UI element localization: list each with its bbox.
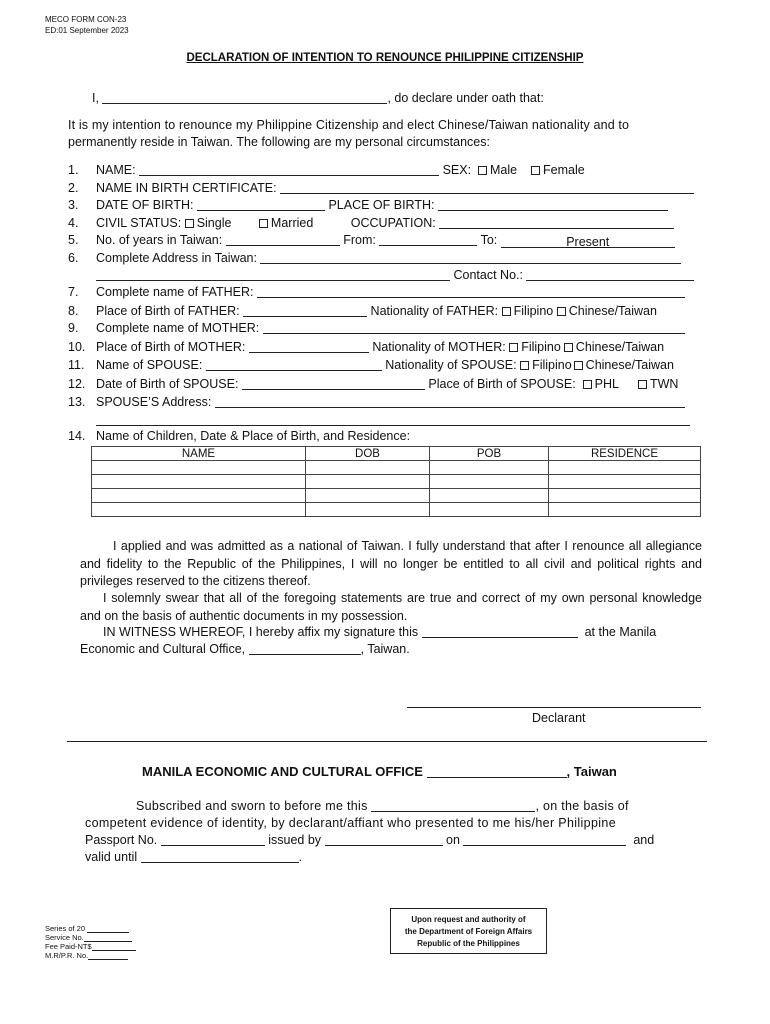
jurat-text-e: issued by	[268, 833, 322, 847]
to-field[interactable]	[501, 235, 675, 248]
valid-until-field[interactable]	[141, 850, 299, 863]
address-line-2	[96, 268, 694, 282]
column-header: DOB	[306, 447, 430, 461]
civil-status-label: CIVIL STATUS:	[96, 216, 182, 230]
spouse-phl-checkbox[interactable]	[583, 380, 592, 389]
spouse-filipino-checkbox[interactable]	[520, 361, 529, 370]
birth-cert-name-field[interactable]	[280, 181, 694, 194]
declarant-signature-line[interactable]	[407, 707, 701, 708]
occupation-label: OCCUPATION:	[350, 216, 436, 230]
stamp-line-3: Republic of the Philippines	[417, 939, 520, 948]
jurat-text-a: Subscribed and sworn to before me this	[136, 799, 368, 813]
service-field[interactable]	[84, 934, 132, 942]
stamp-line-2: the Department of Foreign Affairs	[404, 927, 533, 936]
spouse-address-label: SPOUSE’S Address:	[96, 395, 212, 409]
father-pob-field[interactable]	[243, 304, 367, 317]
sex-label: SEX:	[442, 163, 472, 177]
jurat-text-i: .	[298, 850, 303, 864]
item-number: 12.	[68, 377, 86, 391]
name-label: NAME:	[96, 163, 136, 177]
address-taiwan-label: Complete Address in Taiwan:	[96, 251, 257, 265]
item-number: 5.	[68, 233, 79, 247]
mr-field[interactable]	[88, 952, 128, 960]
item-number: 1.	[68, 163, 79, 177]
filipino-label: Filipino	[532, 358, 572, 372]
spouse-name-label: Name of SPOUSE:	[96, 358, 203, 372]
jurat-text-d: Passport No.	[85, 833, 158, 847]
spouse-nat-label: Nationality of SPOUSE:	[385, 358, 517, 372]
statement-paragraph-2: I solemnly swear that all of the foregoing statements are true and correct of my own personal knowledge and on the basis of authentic documents in my possession.	[80, 591, 702, 623]
office-name: MANILA ECONOMIC AND CULTURAL OFFICE	[142, 764, 423, 779]
contact-field[interactable]	[526, 268, 694, 281]
item-number: 14.	[68, 429, 86, 443]
witness-text-a: IN WITNESS WHEREOF, I hereby affix my signature this	[103, 625, 419, 639]
male-label: Male	[490, 163, 518, 177]
single-checkbox[interactable]	[185, 219, 194, 228]
table-row[interactable]	[92, 475, 701, 489]
spouse-address-line-2	[96, 413, 690, 427]
male-checkbox[interactable]	[478, 166, 487, 175]
item-number: 3.	[68, 198, 79, 212]
table-row[interactable]	[92, 503, 701, 517]
item-mother-pob	[68, 340, 664, 354]
from-field[interactable]	[379, 233, 477, 246]
form-code: MECO FORM CON-23	[45, 15, 127, 24]
item-spouse-dob	[68, 377, 678, 391]
jurat-text-g: and	[633, 833, 655, 847]
mr-label: M.R/P.R. No.	[45, 951, 89, 960]
series-field[interactable]	[87, 925, 129, 933]
column-header: NAME	[92, 447, 306, 461]
address-field-1[interactable]	[260, 251, 681, 264]
present-value: Present	[566, 235, 610, 249]
children-table	[91, 446, 701, 517]
pob-field[interactable]	[438, 198, 668, 211]
item-years-taiwan	[68, 233, 675, 248]
series-label: Series of 20	[45, 924, 86, 933]
filipino-label: Filipino	[521, 340, 561, 354]
service-label: Service No.	[45, 933, 84, 942]
item-address-taiwan	[68, 251, 681, 265]
issued-on-field[interactable]	[463, 833, 626, 846]
section-divider	[67, 741, 707, 742]
office-heading	[142, 764, 617, 779]
table-header-row	[92, 447, 701, 461]
table-row[interactable]	[92, 461, 701, 475]
occupation-field[interactable]	[439, 216, 674, 229]
item-number: 8.	[68, 304, 79, 318]
item-name	[68, 163, 585, 177]
single-label: Single	[196, 216, 232, 230]
witness-text-b: at the Manila	[584, 625, 657, 639]
item-number: 6.	[68, 251, 79, 265]
item-spouse-address	[68, 395, 685, 409]
item-father-pob	[68, 304, 657, 318]
authority-stamp-box	[390, 908, 547, 954]
dob-field[interactable]	[197, 198, 325, 211]
pob-label: PLACE OF BIRTH:	[328, 198, 435, 212]
mother-pob-label: Place of Birth of MOTHER:	[96, 340, 246, 354]
chinese-taiwan-label: Chinese/Taiwan	[585, 358, 674, 372]
chinese-taiwan-label: Chinese/Taiwan	[568, 304, 657, 318]
declarant-name-field[interactable]	[102, 91, 387, 104]
item-spouse-name	[68, 358, 674, 372]
item-civil-status	[68, 216, 674, 230]
item-mother-name	[68, 321, 685, 335]
fee-field[interactable]	[92, 943, 136, 951]
years-field[interactable]	[226, 233, 340, 246]
statement-paragraph-1: I applied and was admitted as a national of Taiwan. I fully understand that after I renounce all allegiance and fidelity to the Republic of the Philippines, I will no longer be entitled to all civil and political rights and privileges reserved to the citizens thereof.	[80, 539, 702, 588]
item-number: 4.	[68, 216, 79, 230]
father-name-field[interactable]	[257, 285, 685, 298]
mother-chinese-checkbox[interactable]	[564, 343, 573, 352]
oath-line	[92, 91, 544, 105]
passport-number-field[interactable]	[161, 833, 265, 846]
intention-line-2: permanently reside in Taiwan. The following are my personal circumstances:	[68, 135, 490, 149]
spouse-chinese-checkbox[interactable]	[574, 361, 583, 370]
jurat-text-f: on	[446, 833, 460, 847]
item-children	[68, 429, 410, 443]
declarant-label: Declarant	[532, 711, 586, 725]
jurat-line-1	[136, 799, 629, 813]
item-number: 11.	[68, 358, 85, 372]
spouse-dob-field[interactable]	[242, 377, 425, 390]
mr-line	[45, 951, 128, 961]
stamp-line-1: Upon request and authority of	[411, 915, 526, 924]
chinese-taiwan-label: Chinese/Taiwan	[575, 340, 665, 354]
mother-name-field[interactable]	[263, 321, 685, 334]
father-nat-label: Nationality of FATHER:	[370, 304, 499, 318]
dob-label: DATE OF BIRTH:	[96, 198, 194, 212]
filipino-label: Filipino	[513, 304, 554, 318]
father-filipino-checkbox[interactable]	[502, 307, 511, 316]
name-field[interactable]	[139, 163, 439, 176]
married-checkbox[interactable]	[259, 219, 268, 228]
office-suffix: , Taiwan	[566, 764, 617, 779]
mother-name-label: Complete name of MOTHER:	[96, 321, 260, 335]
witness-text-d: , Taiwan.	[360, 642, 410, 656]
mother-pob-field[interactable]	[249, 340, 369, 353]
form-edition: ED:01 September 2023	[45, 26, 129, 35]
spouse-name-field[interactable]	[206, 358, 382, 371]
intention-line-1: It is my intention to renounce my Philippine Citizenship and elect Chinese/Taiwan nationality and to	[68, 118, 630, 132]
spouse-twn-checkbox[interactable]	[638, 380, 647, 389]
married-label: Married	[270, 216, 314, 230]
spouse-address-field-1[interactable]	[215, 395, 685, 408]
spouse-dob-label: Date of Birth of SPOUSE:	[96, 377, 239, 391]
fee-label: Fee Paid-NT$	[45, 942, 92, 951]
female-label: Female	[543, 163, 585, 177]
jurat-line-3	[85, 833, 654, 847]
father-chinese-checkbox[interactable]	[557, 307, 566, 316]
jurat-text-b: , on the basis of	[535, 799, 629, 813]
item-number: 13.	[68, 395, 86, 409]
item-dob	[68, 198, 668, 212]
witness-text-c: Economic and Cultural Office,	[80, 642, 246, 656]
birth-cert-label: NAME IN BIRTH CERTIFICATE:	[96, 181, 277, 195]
from-label: From:	[343, 233, 376, 247]
twn-label: TWN	[649, 377, 679, 391]
witness-line-1	[103, 625, 656, 639]
item-number: 10.	[68, 340, 86, 354]
item-father-name	[68, 285, 685, 299]
item-number: 9.	[68, 321, 79, 335]
item-number: 2.	[68, 181, 79, 195]
oath-suffix: , do declare under oath that:	[387, 91, 544, 105]
spouse-pob-label: Place of Birth of SPOUSE:	[428, 377, 576, 391]
years-taiwan-label: No. of years in Taiwan:	[96, 233, 223, 247]
jurat-line-4	[85, 850, 302, 864]
form-title: DECLARATION OF INTENTION TO RENOUNCE PHILIPPINE CITIZENSHIP	[186, 52, 584, 64]
address-field-2[interactable]	[96, 268, 450, 281]
to-label: To:	[480, 233, 498, 247]
item-birth-cert	[68, 181, 694, 195]
phl-label: PHL	[594, 377, 619, 391]
witness-line-2	[80, 642, 410, 656]
item-number: 7.	[68, 285, 79, 299]
table-row[interactable]	[92, 489, 701, 503]
issued-by-field[interactable]	[325, 833, 443, 846]
office-city-field[interactable]	[249, 642, 361, 655]
column-header: POB	[430, 447, 549, 461]
spouse-address-field-2[interactable]	[96, 413, 690, 426]
father-name-label: Complete name of FATHER:	[96, 285, 254, 299]
children-label: Name of Children, Date & Place of Birth, and Residence:	[96, 429, 411, 443]
oath-prefix: I,	[92, 91, 99, 105]
office-location-field[interactable]	[427, 765, 567, 778]
signature-date-field[interactable]	[422, 625, 578, 638]
father-pob-label: Place of Birth of FATHER:	[96, 304, 240, 318]
mother-filipino-checkbox[interactable]	[509, 343, 518, 352]
female-checkbox[interactable]	[531, 166, 540, 175]
column-header: RESIDENCE	[549, 447, 701, 461]
jurat-line-2: competent evidence of identity, by declarant/affiant who presented to me his/her Philippine	[85, 816, 616, 830]
contact-label: Contact No.:	[453, 268, 523, 282]
sworn-date-field[interactable]	[371, 799, 535, 812]
mother-nat-label: Nationality of MOTHER:	[372, 340, 506, 354]
jurat-text-h: valid until	[85, 850, 138, 864]
